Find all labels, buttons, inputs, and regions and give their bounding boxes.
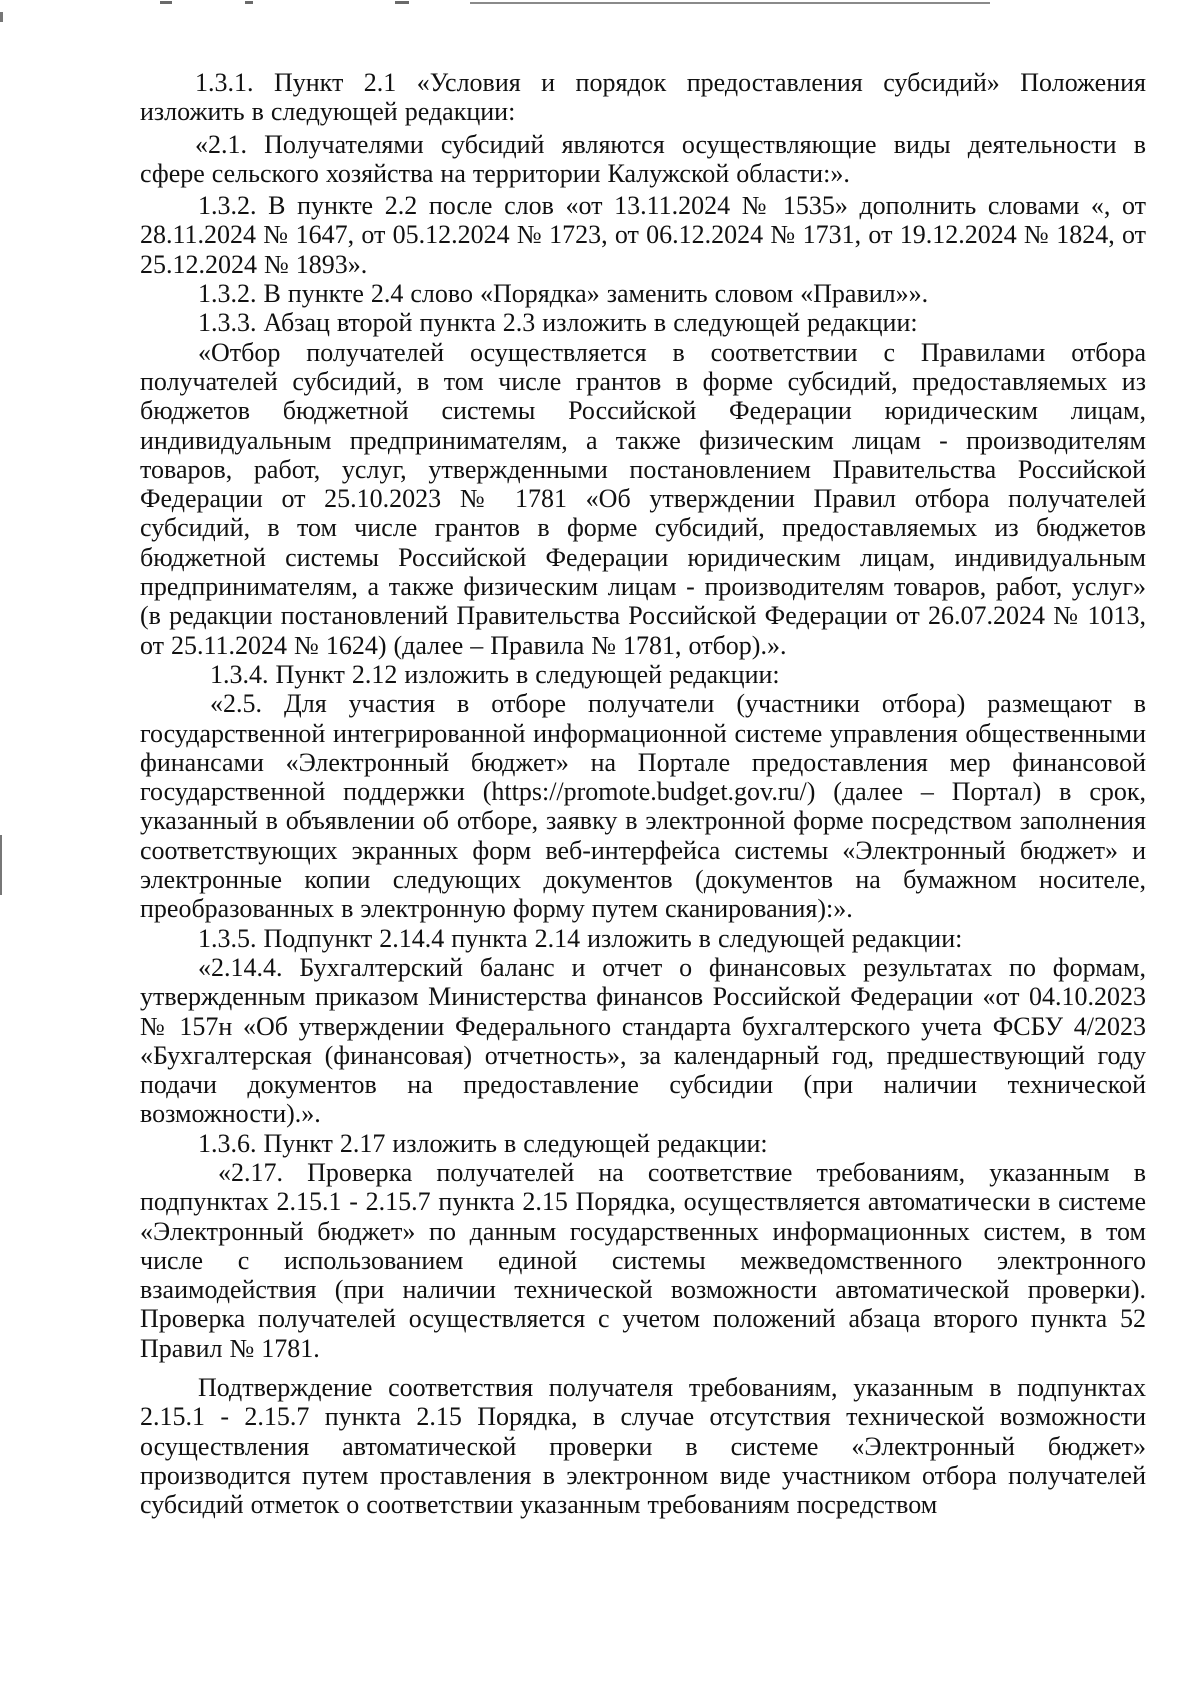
paragraph-1-3-2-a: 1.3.2. В пункте 2.2 после слов «от 13.11.2024 № 1535» дополнить словами «, от 28.11.2024 № 1647, от 05.12.2024 № 1723, от 06.12.2024 № 1731, от 19.12.2024 № 1824, от 25.12.2024 № 1893». xyxy=(140,191,1146,279)
document-page xyxy=(140,68,1146,1520)
paragraph-1-3-6: 1.3.6. Пункт 2.17 изложить в следующей редакции: xyxy=(198,1128,768,1158)
paragraph-confirmation: Подтверждение соответствия получателя требованиям, указанным в подпунктах 2.15.1 - 2.15.7 пункта 2.15 Порядка, в случае отсутствия технической возможности осуществления автоматической проверки в системе «Электронный бюджет» производится путем проставления в электронном виде участником отбора получателей субсидий отметок о соответствии указанным требованиям посредством xyxy=(140,1373,1146,1520)
paragraph-1-3-3: 1.3.3. Абзац второй пункта 2.3 изложить в следующей редакции: xyxy=(198,308,918,338)
paragraph-2-17-quote: «2.17. Проверка получателей на соответствие требованиям, указанным в подпунктах 2.15.1 - 2.15.7 пункта 2.15 Порядка, осуществляется автоматически в системе «Электронный бюджет» по данным государственных информационных систем, в том числе с использованием единой системы межведомственного электронного взаимодействия (при наличии технической возможности автоматической проверки). Проверка получателей осуществляется с учетом положений абзаца второго пункта 52 Правил № 1781. xyxy=(140,1157,1146,1363)
scan-artifact-left-top xyxy=(0,12,3,22)
scan-artifact-left-mid xyxy=(0,835,2,895)
paragraph-1-3-1: 1.3.1. Пункт 2.1 «Условия и порядок предоставления субсидий» Положения изложить в следующей редакции: xyxy=(140,68,1146,127)
scan-artifact-top xyxy=(0,0,1200,12)
paragraph-selection-rules-quote: «Отбор получателей осуществляется в соответствии с Правилами отбора получателей субсидий, в том числе грантов в форме субсидий, предоставляемых из бюджетов бюджетной системы Российской Федерации юридическим лицам, индивидуальным предпринимателям, а также физическим лицам - производителям товаров, работ, услуг, утвержденными постановлением Правительства Российской Федерации от 25.10.2023 № 1781 «Об утверждении Правил отбора получателей субсидий, в том числе грантов в форме субсидий, предоставляемых из бюджетов бюджетной системы Российской Федерации юридическим лицам, индивидуальным предпринимателям, а также физическим лицам - производителям товаров, работ, услуг» (в редакции постановлений Правительства Российской Федерации от 26.07.2024 № 1013, от 25.11.2024 № 1624) (далее – Правила № 1781, отбор).». xyxy=(140,337,1146,660)
paragraph-2-5-quote: «2.5. Для участия в отборе получатели (участники отбора) размещают в государственной интегрированной информационной системе управления общественными финансами «Электронный бюджет» на Портале предоставления мер финансовой государственной поддержки (https://promote.budget.gov.ru/) (далее – Портал) в срок, указанный в объявлении об отборе, заявку в электронной форме посредством заполнения соответствующих экранных форм веб-интерфейса системы «Электронный бюджет» и электронные копии следующих документов (документов на бумажном носителе, преобразованных в электронную форму путем сканирования):». xyxy=(140,689,1146,924)
paragraph-1-3-2-b: 1.3.2. В пункте 2.4 слово «Порядка» заменить словом «Правил»». xyxy=(198,279,929,309)
paragraph-2-1-quote: «2.1. Получателями субсидий являются осуществляющие виды деятельности в сфере сельского хозяйства на территории Калужской области:». xyxy=(140,129,1146,188)
paragraph-1-3-4: 1.3.4. Пункт 2.12 изложить в следующей редакции: xyxy=(210,659,780,689)
paragraph-2-14-4-quote: «2.14.4. Бухгалтерский баланс и отчет о финансовых результатах по формам, утвержденным приказом Министерства финансов Российской Федерации «от 04.10.2023 № 157н «Об утверждении Федерального стандарта бухгалтерского учета ФСБУ 4/2023 «Бухгалтерская (финансовая) отчетность», за календарный год, предшествующий году подачи документов на предоставление субсидии (при наличии технической возможности).». xyxy=(140,952,1146,1129)
paragraph-1-3-5: 1.3.5. Подпункт 2.14.4 пункта 2.14 изложить в следующей редакции: xyxy=(198,923,963,953)
